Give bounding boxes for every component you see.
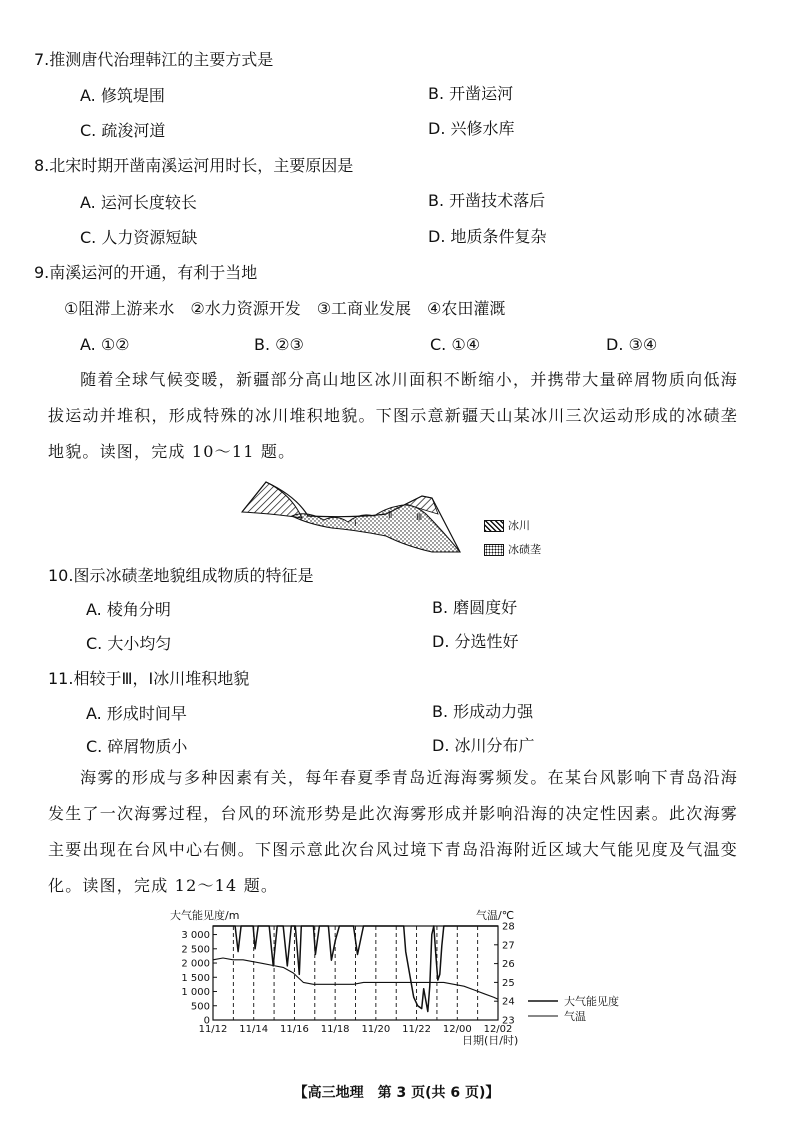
- x-tick-label: 11/20: [361, 1024, 391, 1035]
- passage-sea-fog-text: 海雾的形成与多种因素有关，每年春夏季青岛近海海雾频发。在某台风影响下青岛沿海发生了一次海雾过程，台风的环流形势是此次海雾形成并影响沿海的决定性因素。此次海雾主要出现在台风中心右侧。下图示意此次台风过境下青岛沿海附近区域大气能见度及气温变化。读图，完成 12～14 题。: [48, 768, 738, 895]
- q10-stem: 10.图示冰碛垄地貌组成物质的特征是: [48, 566, 314, 585]
- x-tick-label: 11/18: [320, 1024, 350, 1035]
- visibility-temperature-chart: [166, 906, 646, 1056]
- q8-stem: 8.北宋时期开凿南溪运河用时长，主要原因是: [34, 156, 354, 175]
- q9-option-a: A. ①②: [80, 335, 130, 354]
- q10-option-c: C. 大小均匀: [86, 634, 172, 653]
- q8-option-d: D. 地质条件复杂: [428, 227, 547, 246]
- q11-option-c: C. 碎屑物质小: [86, 737, 188, 756]
- y-left-axis-title: 大气能见度/m: [170, 909, 240, 922]
- passage-sea-fog: [48, 760, 738, 904]
- y-right-tick-label: 28: [502, 921, 515, 933]
- x-tick-label: 12/02: [483, 1024, 513, 1035]
- x-tick-label: 11/22: [402, 1024, 431, 1035]
- q7-option-b: B. 开凿运河: [428, 84, 514, 103]
- q11-option-b: B. 形成动力强: [432, 702, 534, 721]
- page-footer: 【高三地理 第 3 页(共 6 页)】: [293, 1085, 500, 1101]
- q10-option-d: D. 分选性好: [432, 632, 519, 651]
- q7-stem: 7.推测唐代治理韩江的主要方式是: [34, 50, 274, 69]
- moraine-cross-section-figure: [236, 474, 466, 556]
- glacier-body: [242, 482, 302, 518]
- legend-temperature-label: 气温: [564, 1010, 586, 1023]
- y-left-tick-label: 500: [190, 1001, 210, 1013]
- q9-stem: 9.南溪运河的开通，有利于当地: [34, 263, 258, 282]
- x-tick-label: 12/00: [442, 1024, 472, 1035]
- x-tick-label: 11/16: [280, 1024, 309, 1035]
- x-tick-label: 11/14: [239, 1024, 269, 1035]
- q7-option-c: C. 疏浚河道: [80, 121, 166, 140]
- y-right-tick-label: 27: [502, 940, 515, 952]
- y-right-tick-label: 26: [502, 959, 515, 971]
- q10-option-a: A. 棱角分明: [86, 600, 171, 619]
- q7-option-a: A. 修筑堤围: [80, 86, 165, 105]
- passage-glacier: [48, 362, 738, 470]
- y-right-axis-title: 气温/℃: [476, 909, 515, 922]
- q9-option-c: C. ①④: [430, 335, 481, 354]
- y-right-tick-label: 24: [502, 996, 515, 1008]
- y-left-tick-label: 2 500: [181, 944, 210, 956]
- ridge-label-iii: Ⅲ: [416, 513, 423, 523]
- ridge-label-ii: Ⅱ: [388, 511, 393, 521]
- legend-visibility-label: 大气能见度: [564, 995, 619, 1008]
- legend-glacier-label: 冰川: [508, 519, 530, 532]
- q11-stem: 11.相较于Ⅲ，Ⅰ冰川堆积地貌: [48, 669, 250, 688]
- ridge-label-i: Ⅰ: [354, 519, 357, 529]
- y-left-tick-label: 0: [203, 1015, 210, 1027]
- y-right-tick-label: 25: [502, 977, 515, 989]
- q9-option-b: B. ②③: [254, 335, 304, 354]
- legend-moraine-swatch: [484, 544, 504, 556]
- q11-option-a: A. 形成时间早: [86, 704, 187, 723]
- passage-glacier-text: 随着全球气候变暖，新疆部分高山地区冰川面积不断缩小，并携带大量碎屑物质向低海拔运动并堆积，形成特殊的冰川堆积地貌。下图示意新疆天山某冰川三次运动形成的冰碛垄地貌。读图，完成 10～11 题。: [48, 370, 738, 461]
- y-left-tick-label: 2 000: [181, 958, 210, 970]
- y-left-tick-label: 1 000: [181, 987, 210, 999]
- x-axis-title: 日期(日/时): [462, 1034, 519, 1047]
- y-left-tick-label: 3 000: [181, 930, 210, 942]
- legend-glacier-swatch: [484, 520, 504, 532]
- q10-option-b: B. 磨圆度好: [432, 598, 518, 617]
- q9-option-d: D. ③④: [606, 335, 658, 354]
- legend-moraine-label: 冰碛垄: [508, 543, 541, 556]
- x-tick-label: 11/12: [198, 1024, 228, 1035]
- q9-items: ①阻滞上游来水 ②水力资源开发 ③工商业发展 ④农田灌溉: [64, 299, 506, 318]
- q8-option-c: C. 人力资源短缺: [80, 228, 198, 247]
- q11-option-d: D. 冰川分布广: [432, 736, 535, 755]
- y-left-tick-label: 1 500: [181, 972, 210, 984]
- q8-option-a: A. 运河长度较长: [80, 193, 197, 212]
- q7-option-d: D. 兴修水库: [428, 119, 515, 138]
- y-right-tick-label: 23: [502, 1015, 515, 1027]
- q8-option-b: B. 开凿技术落后: [428, 191, 546, 210]
